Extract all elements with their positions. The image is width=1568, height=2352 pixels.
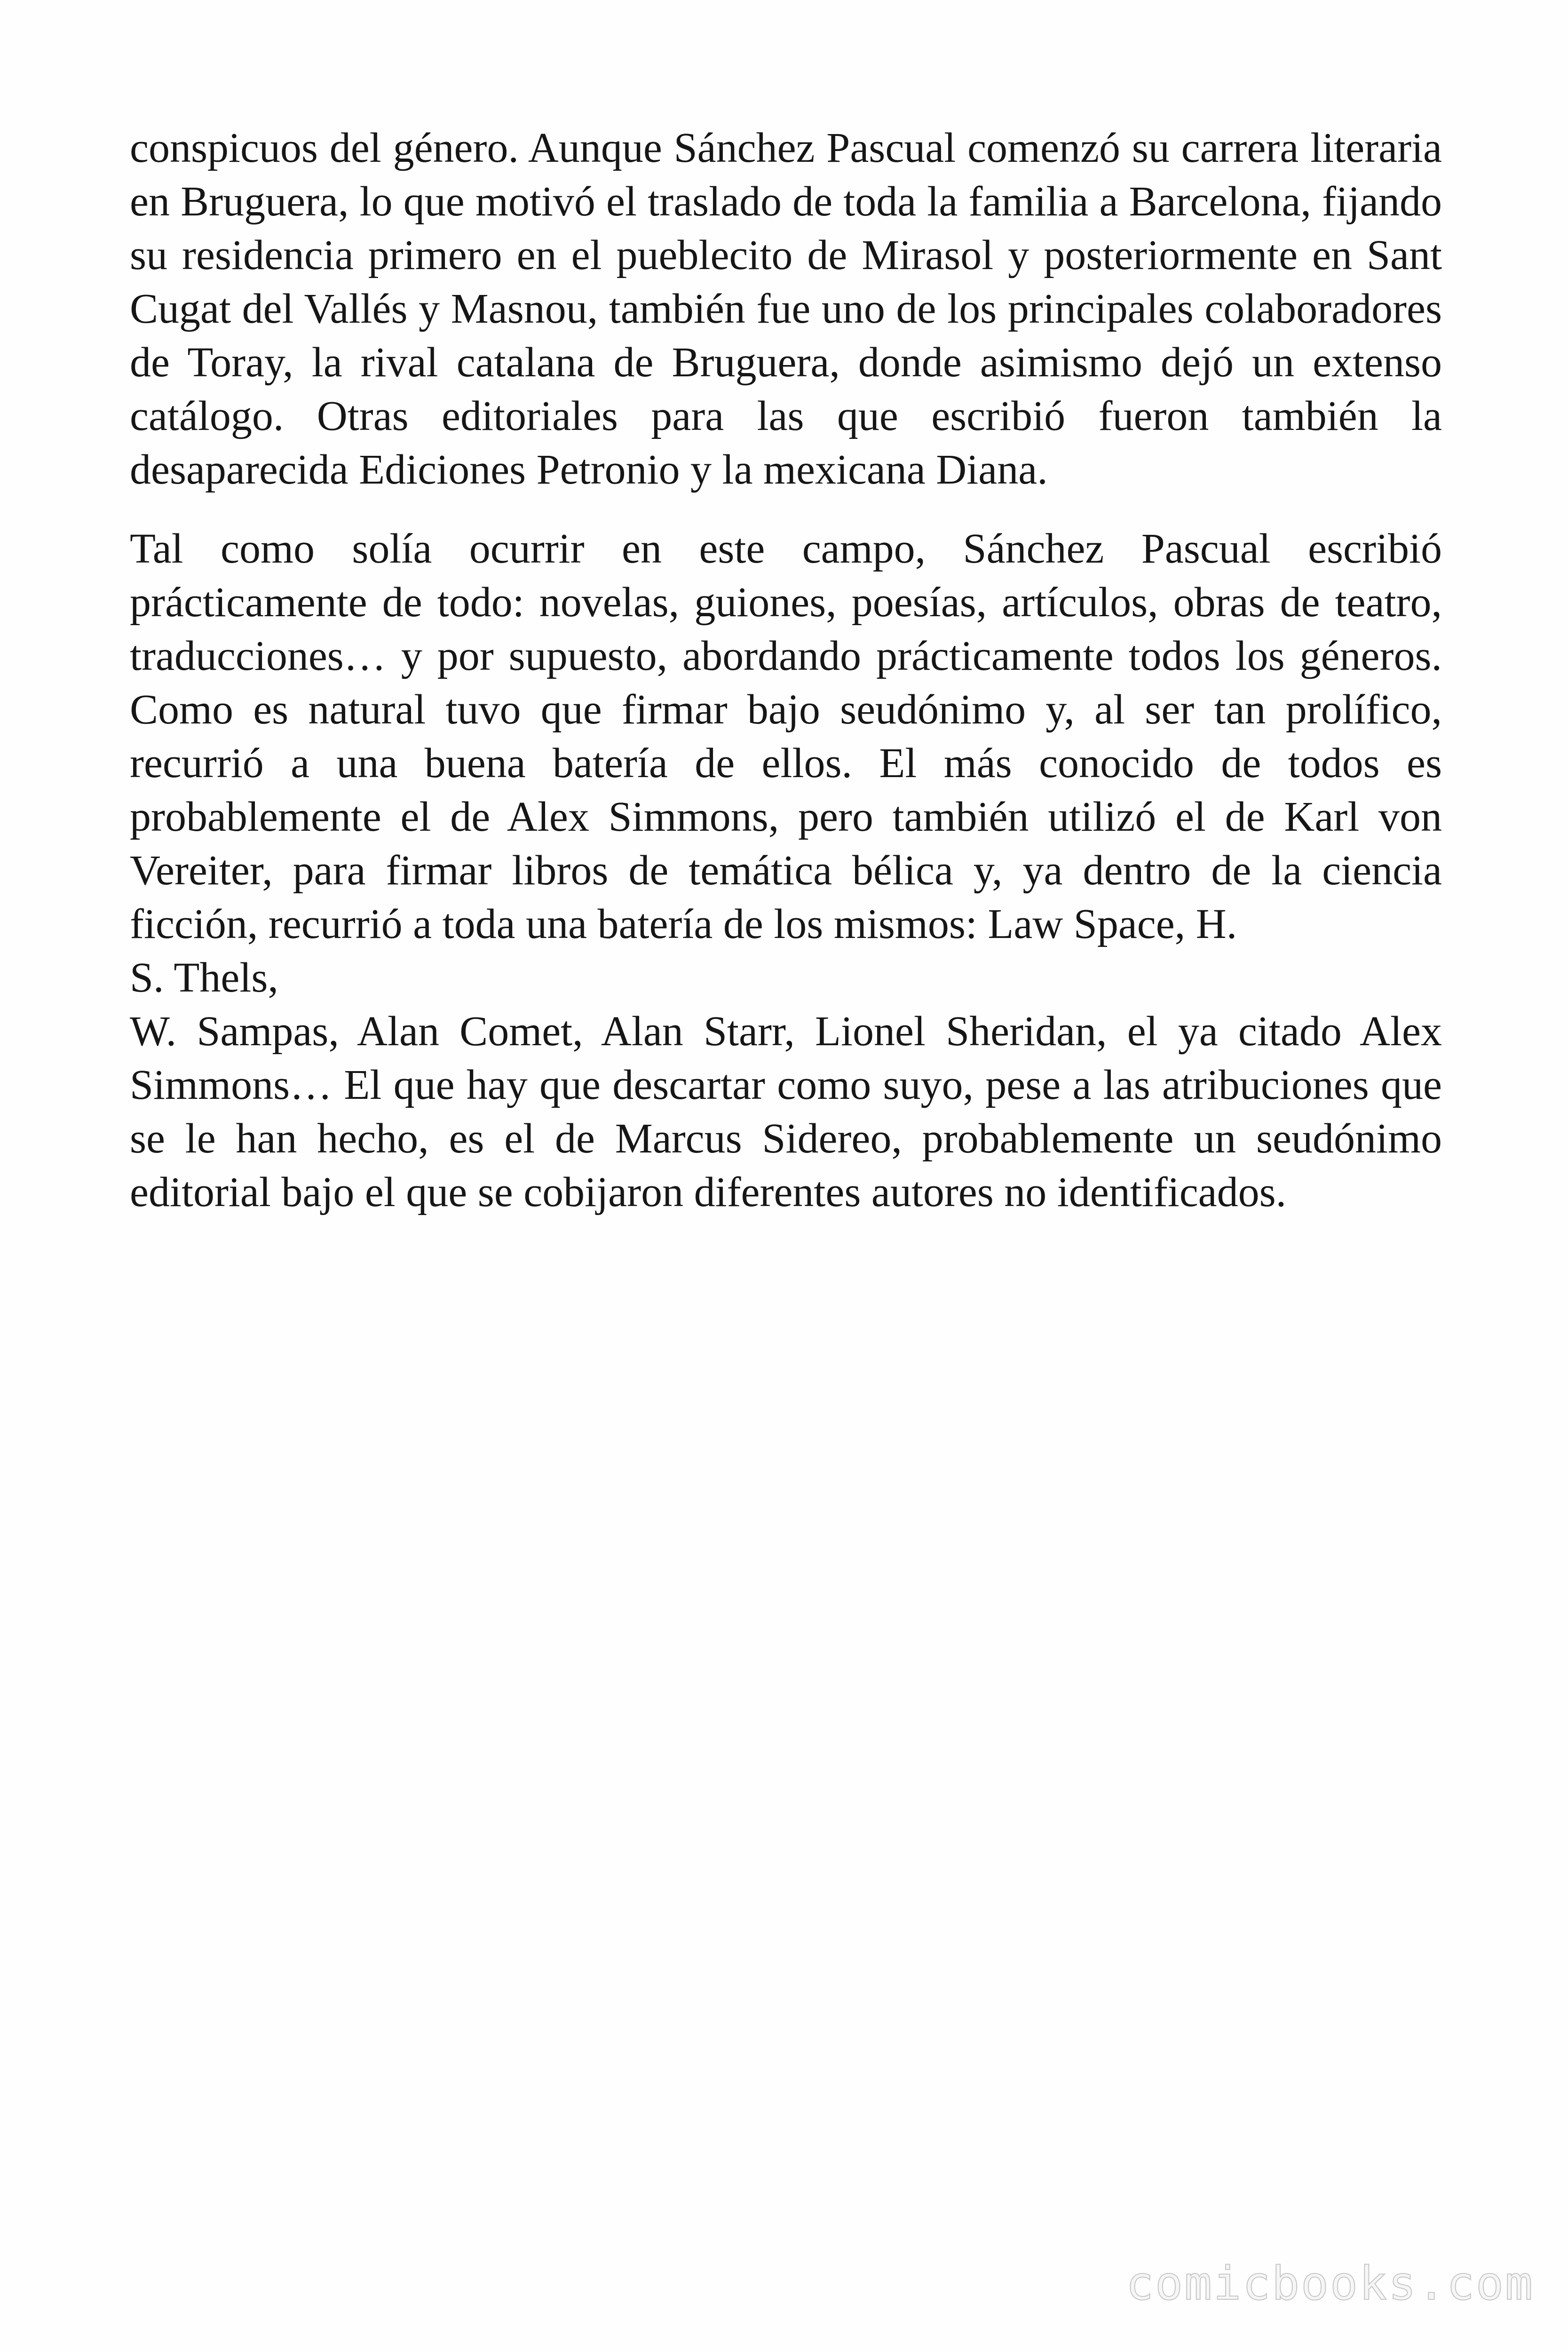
paragraph-1 bbox=[130, 121, 1442, 497]
paragraph-2-line-3: W. Sampas, Alan Comet, Alan Starr, Lionel Sheridan, el ya citado Alex Simmons… El que hay que descartar como suyo, pese a las atribuciones que se le han hecho, es el de Marcus Sidereo, probablemente un seudónimo editorial bajo el que se cobijaron diferentes autores no identificados. bbox=[130, 1008, 1442, 1216]
watermark-logo: comicbooks.com bbox=[1125, 2257, 1534, 2311]
paragraph-1-line-1: conspicuos del género. Aunque Sánchez Pascual comenzó su carrera literaria en Bruguera, lo que motivó el traslado de toda la familia a Barcelona, fijando su residencia primero en el pueblecito de Mirasol y posteriormente en Sant Cugat del Vallés y Masnou, también fue uno de los principales colaboradores de Toray, la rival catalana de Bruguera, donde asimismo dejó un extenso catálogo. Otras editoriales para las que escribió fueron también la desaparecida Ediciones Petronio y la mexicana Diana. bbox=[130, 125, 1442, 493]
body-text bbox=[130, 121, 1442, 1245]
paragraph-2-line-2: S. Thels, bbox=[130, 954, 278, 1001]
paragraph-2-line-1: Tal como solía ocurrir en este campo, Sánchez Pascual escribió prácticamente de todo: novelas, guiones, poesías, artículos, obras de teatro, traducciones… y por supuesto, abordando prácticamente todos los géneros. Como es natural tuvo que firmar bajo seudónimo y, al ser tan prolífico, recurrió a una buena batería de ellos. El más conocido de todos es probablemente el de Alex Simmons, pero también utilizó el de Karl von Vereiter, para firmar libros de temática bélica y, ya dentro de la ciencia ficción, recurrió a toda una batería de los mismos: Law Space, H. bbox=[130, 525, 1442, 947]
paragraph-2 bbox=[130, 522, 1442, 1219]
